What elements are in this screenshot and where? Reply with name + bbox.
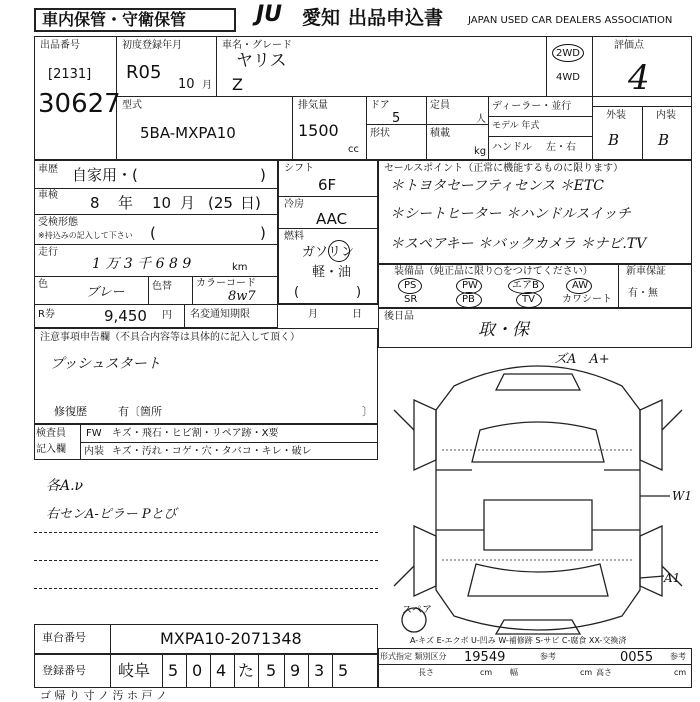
inspection-year-unit: 年 xyxy=(118,194,134,212)
recycle-value: 9,450 xyxy=(104,307,147,325)
plate-digit-4: た xyxy=(238,661,255,680)
type-value: 5BA-MXPA10 xyxy=(140,124,236,142)
fuel-open: ( xyxy=(294,285,300,300)
plate-digit-2: 0 xyxy=(192,661,203,680)
equipment-sr: SR xyxy=(404,294,418,305)
spare-label: スペア xyxy=(402,605,432,616)
length-unit: cm xyxy=(480,668,493,677)
height-label: 高さ xyxy=(596,668,612,677)
assoc-name: JAPAN USED CAR DEALERS ASSOCIATION xyxy=(468,15,673,26)
inspection-year: 8 xyxy=(90,194,100,212)
checker-label-1: 検査員 xyxy=(36,428,66,439)
color-value: ブレー xyxy=(86,285,125,300)
checker-fw-label: FW xyxy=(86,428,102,439)
notice-label: 注意事項申告欄（不具合内容等は具体的に記入して頂く） xyxy=(40,332,300,343)
color-change-label: 色替 xyxy=(152,281,172,292)
length-label: 長さ xyxy=(418,668,434,677)
recycle-label: R券 xyxy=(38,309,55,320)
chassis-value: MXPA10-2071348 xyxy=(160,629,302,648)
capacity-label: 定員 xyxy=(430,100,450,111)
drive-4wd: 4WD xyxy=(556,72,580,83)
color-label: 色 xyxy=(38,279,48,290)
model-year-label: モデル 年式 xyxy=(492,121,540,131)
eval-label: 評価点 xyxy=(614,40,644,51)
model-name: ヤリス xyxy=(236,51,287,71)
mileage-label: 走行 xyxy=(38,247,58,258)
eval-score: 4 xyxy=(628,58,650,98)
checker-int-items: キズ・汚れ・コゲ・穴・タバコ・キレ・破レ xyxy=(112,446,312,457)
receipt-open: ( xyxy=(150,224,156,242)
inspection-day: (25 xyxy=(208,194,233,212)
ac-label: 冷房 xyxy=(284,199,304,210)
ju-logo: JU xyxy=(256,2,283,27)
plate-digit-8: 5 xyxy=(338,661,349,680)
sales-point-line-3: ＊スペアキー ＊バックカメラ ＊ナビ.TV xyxy=(390,236,647,252)
class-number-ref: 参考 xyxy=(670,652,686,661)
grade-name: Z xyxy=(232,75,243,94)
repair-close: 〕 xyxy=(362,405,373,418)
shift-value: 6F xyxy=(318,176,337,194)
top-grid xyxy=(34,36,692,160)
diagram-note-bottom: A1 xyxy=(664,571,681,585)
notice-month-unit: 月 xyxy=(308,309,318,320)
inspection-label: 車検 xyxy=(38,190,58,201)
equipment-label: 装備品（純正品に限り○をつけてください） xyxy=(394,266,593,277)
shape-label: 形状 xyxy=(370,128,390,139)
org-name: 愛知 xyxy=(302,7,341,29)
door-label: ドア xyxy=(370,100,390,111)
load-unit: kg xyxy=(474,146,487,157)
recycle-unit: 円 xyxy=(162,310,172,321)
equipment-tv-circle xyxy=(516,292,542,308)
equipment-pb-circle xyxy=(456,292,482,308)
drive-2wd: 2WD xyxy=(556,48,580,59)
mileage-value: 1 万 3 千 6 8 9 xyxy=(92,256,192,272)
lot-label: 出品番号 xyxy=(40,40,80,51)
width-label: 幅 xyxy=(510,668,518,677)
class-number-value: 0055 xyxy=(620,650,654,665)
plate-digit-5: 5 xyxy=(266,661,277,680)
first-reg-month-unit: 月 xyxy=(202,80,212,91)
notice-deadline-label: 名変通知期限 xyxy=(190,309,250,320)
color-code-value: 8w7 xyxy=(228,289,256,304)
inspector-note-1: 各A.ν xyxy=(46,478,84,494)
sales-point-line-2: ＊シートヒーター ＊ハンドルスイッチ xyxy=(390,206,631,222)
first-reg-label: 初度登録年月 xyxy=(122,40,182,51)
fuel-diesel: 軽・油 xyxy=(312,265,352,280)
disp-value: 1500 xyxy=(298,121,339,140)
fuel-close: ) xyxy=(356,285,362,300)
equipment-tv: TV xyxy=(522,294,535,305)
load-label: 積載 xyxy=(430,128,450,139)
checker-label-2: 記入欄 xyxy=(36,444,66,455)
form-designation-label: 形式指定 類別区分 xyxy=(380,652,447,661)
receipt-close: ) xyxy=(260,224,266,242)
plate-digit-7: 3 xyxy=(314,661,325,680)
fuel-gas-circle xyxy=(328,240,350,262)
remarks-block xyxy=(378,308,692,348)
lot-sub: [2131] xyxy=(48,67,92,82)
plate-digit-1: 5 xyxy=(168,661,179,680)
lot-number: 30627 xyxy=(38,89,121,119)
handle-options: 左・右 xyxy=(546,142,576,153)
diagram-note-top: ズA A+ xyxy=(554,352,610,367)
plate-label: 登録番号 xyxy=(42,664,86,677)
capacity-unit: 人 xyxy=(476,114,486,125)
repair-value: 有〔箇所 xyxy=(118,405,162,418)
new-warranty-label: 新車保証 xyxy=(626,266,666,277)
repair-label: 修復歴 xyxy=(54,405,87,418)
first-reg-era: R05 xyxy=(126,62,162,83)
form-designation-ref: 参考 xyxy=(540,652,556,661)
ext-grade: B xyxy=(608,131,620,149)
history-label: 車歴 xyxy=(38,164,58,175)
disp-label: 排気量 xyxy=(298,100,328,111)
form-title: 出品申込書 xyxy=(348,7,444,29)
equipment-ps: PS xyxy=(404,280,417,291)
sales-points-label: セールスポイント（正常に機能するものに限ります） xyxy=(384,163,624,174)
remarks-value: 取・保 xyxy=(478,320,529,340)
inspection-month: 10 xyxy=(152,194,172,212)
receipt-label: 受検形態 xyxy=(38,217,78,228)
inspection-month-unit: 月 xyxy=(180,194,196,212)
color-code-label: カラーコード xyxy=(196,278,256,289)
int-grade: B xyxy=(658,131,670,149)
height-unit: cm xyxy=(674,668,687,677)
disp-unit: cc xyxy=(348,144,359,155)
equipment-airbag: エアB xyxy=(512,280,539,291)
storage-badge-text: 車内保管・守衛保管 xyxy=(42,10,187,29)
mileage-unit: km xyxy=(232,262,248,273)
ext-label: 外装 xyxy=(606,110,626,121)
car-damage-diagram xyxy=(384,350,692,646)
plate-digit-3: 4 xyxy=(216,661,227,680)
handle-label: ハンドル xyxy=(492,142,532,153)
form-designation-value: 19549 xyxy=(464,650,506,665)
notice-day-unit: 日 xyxy=(352,309,362,320)
inspection-day-unit: 日) xyxy=(240,194,261,212)
door-value: 5 xyxy=(392,111,401,126)
type-label: 型式 xyxy=(122,100,142,111)
ac-value: AAC xyxy=(316,210,348,228)
dealer-label: ディーラー・並行 xyxy=(492,101,572,112)
int-label: 内装 xyxy=(656,110,676,121)
inspector-note-2: 右センA-ピラー Pとび xyxy=(46,507,177,522)
remarks-label: 後日品 xyxy=(384,311,414,322)
plate-pref: 岐阜 xyxy=(118,661,151,680)
equipment-aw: AW xyxy=(572,280,589,291)
new-warranty-options: 有・無 xyxy=(628,288,658,299)
equipment-ps-circle xyxy=(398,278,422,294)
damage-legend: A-キズ E-エクボ U-凹み W-補修跡 S-サビ C-腐食 XX-交換済 xyxy=(410,636,627,645)
history-close: ) xyxy=(260,166,266,184)
history-value: 自家用・( xyxy=(72,166,138,184)
shift-label: シフト xyxy=(284,163,314,174)
equipment-aw-circle xyxy=(566,278,592,294)
diagram-note-right: W1 xyxy=(672,489,692,503)
width-unit: cm xyxy=(580,668,593,677)
first-reg-month: 10 xyxy=(178,77,195,92)
equipment-pb: PB xyxy=(462,294,475,305)
chassis-label: 車台番号 xyxy=(42,631,86,644)
plate-digit-6: 9 xyxy=(290,661,301,680)
footer-cut-text: ゴ 帰 り 寸 ノ 汚 ホ 戸 ノ xyxy=(40,689,167,702)
receipt-note: ※持込みの記入して下さい xyxy=(38,231,133,240)
fuel-label: 燃料 xyxy=(284,231,304,242)
notice-value: プッシュスタート xyxy=(50,356,161,372)
sales-point-line-1: ＊トヨタセーフティセンス ＊ETC xyxy=(390,178,604,194)
checker-int-label: 内装 xyxy=(84,446,104,457)
equipment-leather: カワシート xyxy=(562,294,612,305)
name-label: 車名・グレード xyxy=(222,40,292,51)
fuel-gas: ガソリン xyxy=(302,245,355,260)
checker-fw-items: キズ・飛石・ヒビ割・リペア跡・X要 xyxy=(112,428,279,439)
equipment-pw: PW xyxy=(462,280,478,291)
